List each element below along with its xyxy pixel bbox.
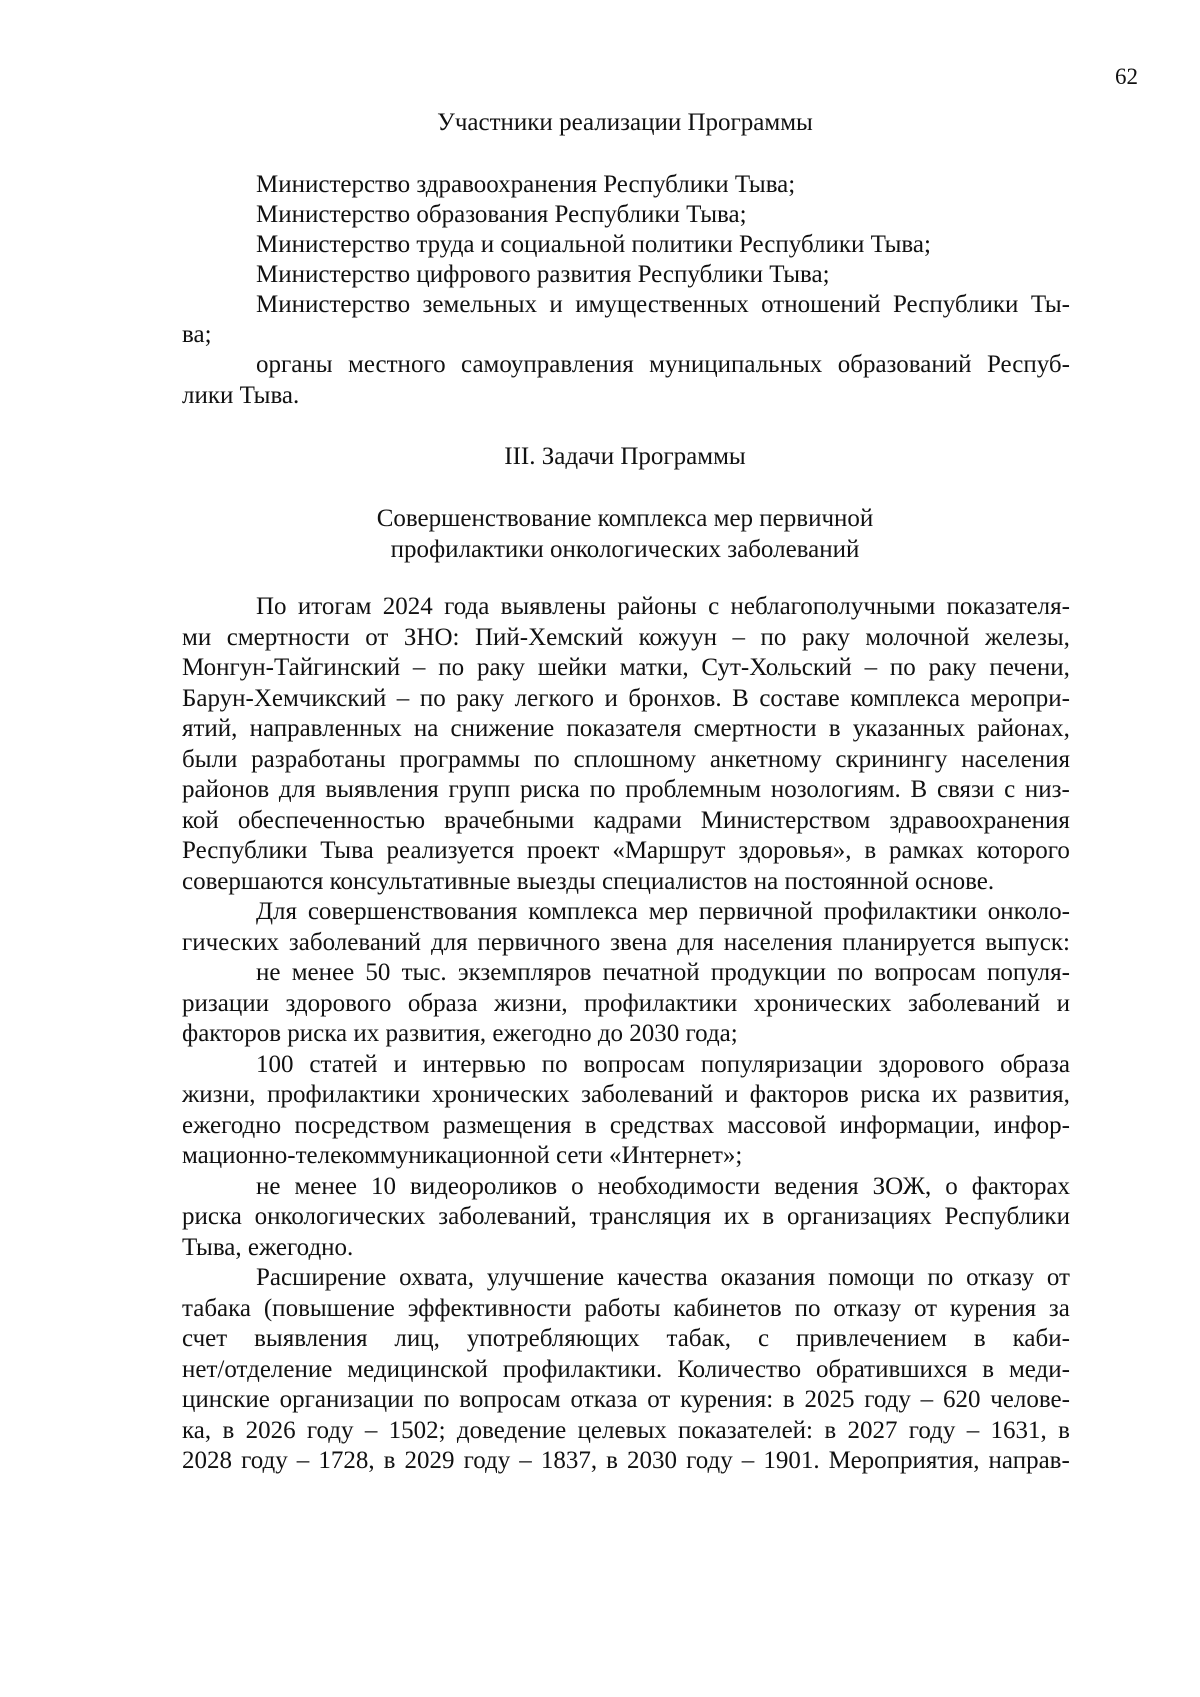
body-line: ризации здорового образа жизни, профилактики хронических заболеваний и: [182, 989, 1070, 1017]
body-line: счет выявления лиц, употребляющих табак, с привлечением в каби-: [182, 1325, 1070, 1352]
body-line: Для совершенствования комплекса мер первичной профилактики онколо-: [256, 898, 1070, 925]
body-line: ятий, направленных на снижение показателя смертности в указанных районах,: [182, 715, 1070, 742]
body-line: факторов риска их развития, ежегодно до 2030 года;: [182, 1020, 738, 1047]
body-line: Барун-Хемчикский – по раку легкого и бронхов. В составе комплекса меропри-: [182, 684, 1070, 712]
body-line: не менее 50 тыс. экземпляров печатной продукции по вопросам популя-: [256, 959, 1070, 986]
body-line: По итогам 2024 года выявлены районы с неблагополучными показателя-: [256, 593, 1070, 620]
body-text: [182, 592, 1070, 1477]
participants-heading: Участники реализации Программы: [437, 109, 813, 136]
participant-line: Министерство образования Республики Тыва;: [256, 201, 747, 228]
body-line: 100 статей и интервью по вопросам популяризации здорового образа: [256, 1050, 1070, 1078]
body-line: были разработаны программы по сплошному анкетному скринингу населения: [182, 745, 1070, 773]
body-line: риска онкологических заболеваний, трансляция их в организациях Республики: [182, 1203, 1070, 1230]
body-line: Монгун-Тайгинский – по раку шейки матки, Сут-Хольский – по раку печени,: [182, 654, 1070, 681]
participant-line: органы местного самоуправления муниципальных образований Респуб-: [256, 351, 1070, 378]
participant-line: ва;: [182, 321, 212, 348]
body-line: мационно-телекоммуникационной сети «Интернет»;: [182, 1142, 743, 1169]
body-line: ежегодно посредством размещения в средствах массовой информации, инфор-: [182, 1111, 1070, 1139]
page-number: 62: [1115, 64, 1138, 89]
participant-line: Министерство цифрового развития Республики Тыва;: [256, 261, 830, 288]
section-subheading-line: Совершенствование комплекса мер первичной: [376, 505, 874, 532]
body-line: районов для выявления групп риска по проблемным нозологиям. В связи с низ-: [182, 776, 1070, 803]
participant-line: Министерство здравоохранения Республики Тыва;: [256, 171, 796, 198]
body-line: Республики Тыва реализуется проект «Маршрут здоровья», в рамках которого: [182, 837, 1070, 864]
body-line: ми смертности от ЗНО: Пий-Хемский кожуун – по раку молочной железы,: [182, 623, 1070, 651]
body-line: Тыва, ежегодно.: [182, 1233, 354, 1261]
body-line: Расширение охвата, улучшение качества оказания помощи по отказу от: [256, 1264, 1070, 1291]
participants-list: [182, 170, 1070, 350]
section-heading: III. Задачи Программы: [504, 443, 746, 470]
body-line: табака (повышение эффективности работы кабинетов по отказу от курения за: [182, 1294, 1070, 1322]
participant-line: лики Тыва.: [182, 381, 300, 409]
body-line: ка, в 2026 году – 1502; доведение целевых показателей: в 2027 году – 1631, в: [182, 1416, 1070, 1444]
participant-line: Министерство земельных и имущественных отношений Республики Ты-: [256, 291, 1070, 318]
participant-line: Министерство труда и социальной политики Республики Тыва;: [256, 231, 931, 258]
body-line: нет/отделение медицинской профилактики. Количество обратившихся в меди-: [182, 1355, 1070, 1383]
body-line: совершаются консультативные выезды специалистов на постоянной основе.: [182, 867, 995, 895]
body-line: жизни, профилактики хронических заболеваний и факторов риска их развития,: [182, 1081, 1070, 1108]
participants-local-authorities: [182, 350, 1070, 411]
section-subheading-line: профилактики онкологических заболеваний: [390, 536, 860, 563]
body-line: кой обеспеченностью врачебными кадрами Министерством здравоохранения: [182, 806, 1070, 834]
body-line: гических заболеваний для первичного звена для населения планируется выпуск:: [182, 928, 1070, 956]
body-line: не менее 10 видеороликов о необходимости ведения ЗОЖ, о факторах: [256, 1172, 1070, 1200]
body-line: цинские организации по вопросам отказа от курения: в 2025 году – 620 челове-: [182, 1386, 1070, 1413]
body-line: 2028 году – 1728, в 2029 году – 1837, в 2030 году – 1901. Мероприятия, направ-: [182, 1447, 1070, 1474]
